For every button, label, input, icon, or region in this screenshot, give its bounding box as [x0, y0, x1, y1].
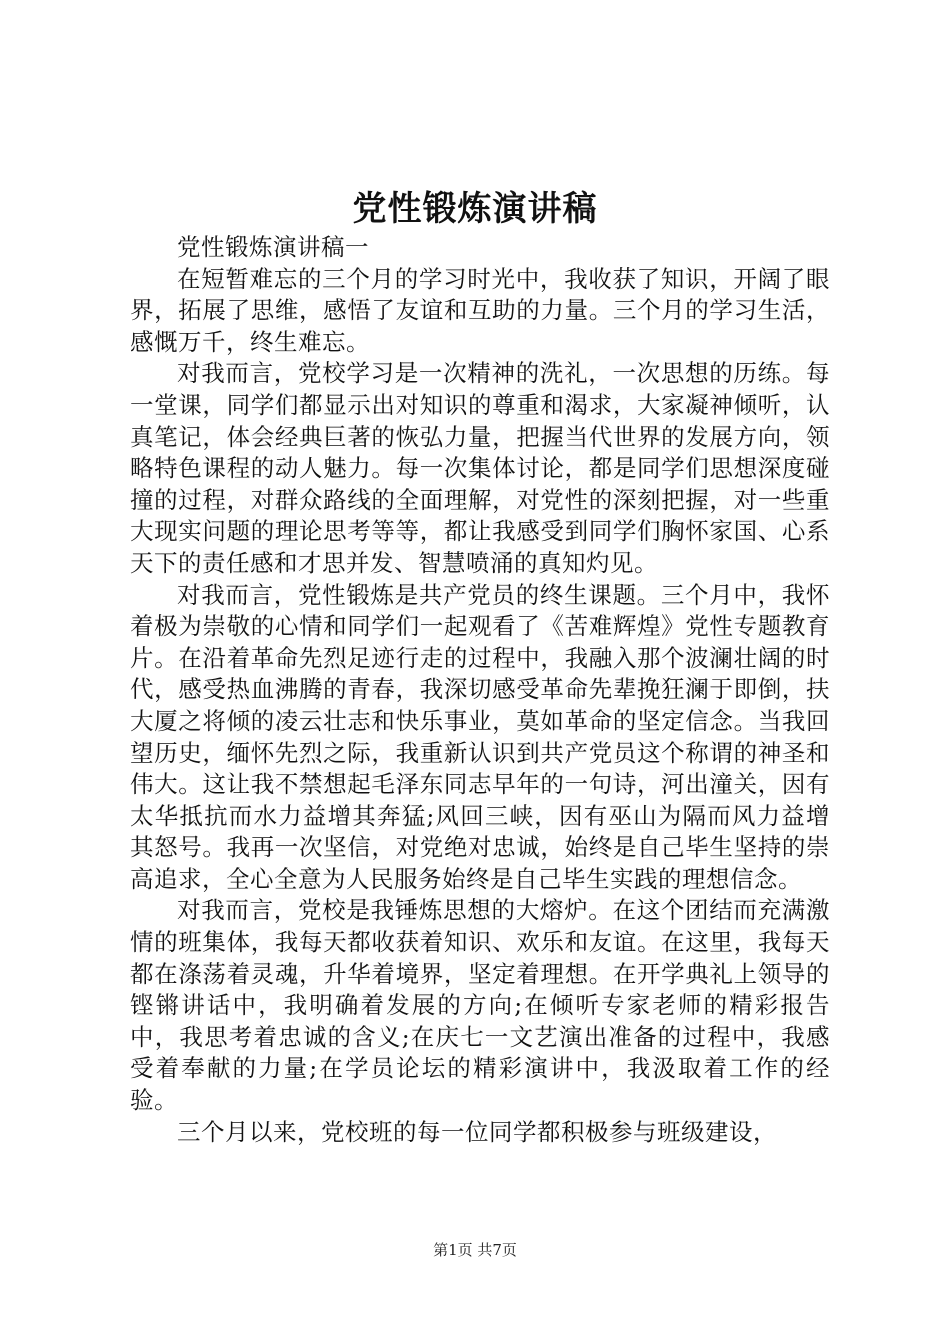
paragraph: 对我而言，党校是我锤炼思想的大熔炉。在这个团结而充满激情的班集体，我每天都收获着知识、欢乐和友谊。在这里，我每天都在涤荡着灵魂，升华着境界，坚定着理想。在开学典礼上领导的铿锵讲话中，我明确着发展的方向;在倾听专家老师的精彩报告中，我思考着忠诚的含义;在庆七一文艺演出准备的过程中，我感受着奉献的力量;在学员论坛的精彩演讲中，我汲取着工作的经验。	[130, 896, 830, 1115]
paragraph: 对我而言，党校学习是一次精神的洗礼，一次思想的历练。每一堂课，同学们都显示出对知识的尊重和渴求，大家凝神倾听，认真笔记，体会经典巨著的恢弘力量，把握当代世界的发展方向，领略特色课程的动人魅力。每一次集体讨论，都是同学们思想深度碰撞的过程，对群众路线的全面理解，对党性的深刻把握，对一些重大现实问题的理论思考等等，都让我感受到同学们胸怀家国、心系天下的责任感和才思并发、智慧喷涌的真知灼见。	[130, 359, 830, 577]
document-body	[130, 232, 830, 1148]
paragraph: 在短暂难忘的三个月的学习时光中，我收获了知识，开阔了眼界，拓展了思维，感悟了友谊和互助的力量。三个月的学习生活，感慨万千，终生难忘。	[130, 264, 830, 356]
paragraph-subtitle: 党性锻炼演讲稿一	[177, 233, 369, 261]
document-title: 党性锻炼演讲稿	[352, 189, 598, 229]
paragraph: 对我而言，党性锻炼是共产党员的终生课题。三个月中，我怀着极为崇敬的心情和同学们一起观看了《苦难辉煌》党性专题教育片。在沿着革命先烈足迹行走的过程中，我融入那个波澜壮阔的时代，感受热血沸腾的青春，我深切感受革命先辈挽狂澜于即倒，扶大厦之将倾的凌云壮志和快乐事业，莫如革命的坚定信念。当我回望历史，缅怀先烈之际，我重新认识到共产党员这个称谓的神圣和伟大。这让我不禁想起毛泽东同志早年的一句诗，河出潼关，因有太华抵抗而水力益增其奔猛;风回三峡，因有巫山为隔而风力益增其怒号。我再一次坚信，对党绝对忠诚，始终是自己毕生坚持的崇高追求，全心全意为人民服务始终是自己毕生实践的理想信念。	[130, 580, 830, 893]
page-footer: 第1页 共7页	[433, 1241, 517, 1259]
paragraph: 三个月以来，党校班的每一位同学都积极参与班级建设，	[177, 1117, 777, 1146]
